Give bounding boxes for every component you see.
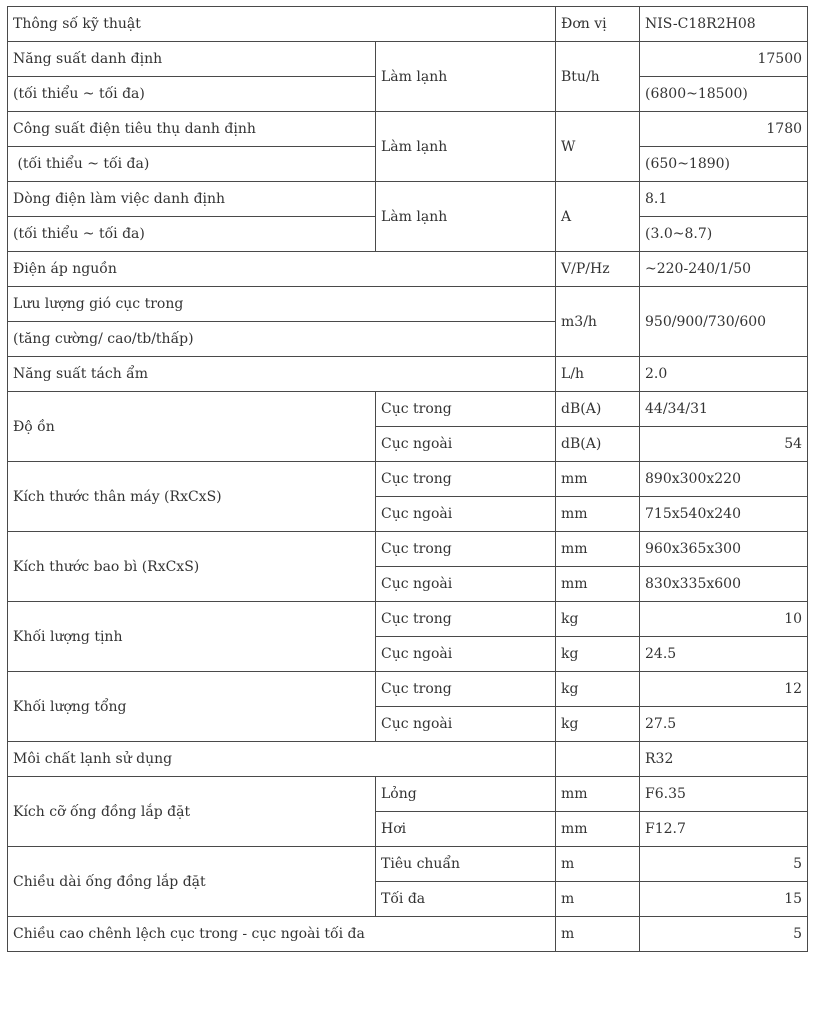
row-value: 44/34/31 xyxy=(640,392,808,427)
row-part: Hơi xyxy=(376,812,556,847)
row-value: 27.5 xyxy=(640,707,808,742)
row-range: (6800~18500) xyxy=(640,77,808,112)
row-value: 2.0 xyxy=(640,357,808,392)
row-value: 950/900/730/600 xyxy=(640,287,808,357)
row-label: Độ ồn xyxy=(8,392,376,462)
row-label: Môi chất lạnh sử dụng xyxy=(8,742,556,777)
row-unit: mm xyxy=(556,462,640,497)
row-part: Cục ngoài xyxy=(376,567,556,602)
row-label: Kích cỡ ống đồng lắp đặt xyxy=(8,777,376,847)
row-unit: dB(A) xyxy=(556,392,640,427)
row-part: Cục ngoài xyxy=(376,637,556,672)
row-unit: L/h xyxy=(556,357,640,392)
row-value: 960x365x300 xyxy=(640,532,808,567)
table-row xyxy=(8,532,808,567)
row-mode: Làm lạnh xyxy=(376,112,556,182)
row-unit: mm xyxy=(556,567,640,602)
table-row xyxy=(8,357,808,392)
row-unit: kg xyxy=(556,707,640,742)
row-unit: kg xyxy=(556,672,640,707)
row-unit xyxy=(556,742,640,777)
row-value: F12.7 xyxy=(640,812,808,847)
header-model: NIS-C18R2H08 xyxy=(640,7,808,42)
row-value: 15 xyxy=(640,882,808,917)
row-unit: W xyxy=(556,112,640,182)
row-label: Điện áp nguồn xyxy=(8,252,556,287)
table-row xyxy=(8,392,808,427)
row-mode: Làm lạnh xyxy=(376,182,556,252)
spec-table xyxy=(7,6,808,952)
row-label: Năng suất tách ẩm xyxy=(8,357,556,392)
row-unit: V/P/Hz xyxy=(556,252,640,287)
row-unit: kg xyxy=(556,602,640,637)
table-row xyxy=(8,777,808,812)
row-sublabel: (tối thiểu ~ tối đa) xyxy=(8,147,376,182)
row-mode: Làm lạnh xyxy=(376,42,556,112)
row-label: Kích thước bao bì (RxCxS) xyxy=(8,532,376,602)
row-unit: m xyxy=(556,882,640,917)
table-row xyxy=(8,847,808,882)
row-value: 1780 xyxy=(640,112,808,147)
row-range: (650~1890) xyxy=(640,147,808,182)
table-row xyxy=(8,42,808,77)
table-row xyxy=(8,672,808,707)
row-part: Cục ngoài xyxy=(376,497,556,532)
table-row xyxy=(8,252,808,287)
row-value: 17500 xyxy=(640,42,808,77)
row-label: Dòng điện làm việc danh định xyxy=(8,182,376,217)
row-label: Khối lượng tổng xyxy=(8,672,376,742)
row-part: Cục trong xyxy=(376,672,556,707)
row-value: 54 xyxy=(640,427,808,462)
row-unit: mm xyxy=(556,497,640,532)
row-sublabel: (tăng cường/ cao/tb/thấp) xyxy=(8,322,556,357)
row-label: Năng suất danh định xyxy=(8,42,376,77)
row-value: 10 xyxy=(640,602,808,637)
row-label: Công suất điện tiêu thụ danh định xyxy=(8,112,376,147)
row-part: Cục trong xyxy=(376,392,556,427)
row-value: F6.35 xyxy=(640,777,808,812)
row-unit: m3/h xyxy=(556,287,640,357)
row-part: Cục ngoài xyxy=(376,707,556,742)
row-part: Lỏng xyxy=(376,777,556,812)
table-row xyxy=(8,287,808,322)
row-label: Chiều dài ống đồng lắp đặt xyxy=(8,847,376,917)
header-spec: Thông số kỹ thuật xyxy=(8,7,556,42)
row-unit: mm xyxy=(556,812,640,847)
row-part: Cục trong xyxy=(376,462,556,497)
row-part: Tối đa xyxy=(376,882,556,917)
row-value: 5 xyxy=(640,847,808,882)
row-sublabel: (tối thiểu ~ tối đa) xyxy=(8,77,376,112)
row-unit: Btu/h xyxy=(556,42,640,112)
row-value: 5 xyxy=(640,917,808,952)
row-label: Lưu lượng gió cục trong xyxy=(8,287,556,322)
table-row xyxy=(8,742,808,777)
row-part: Cục trong xyxy=(376,532,556,567)
row-unit: mm xyxy=(556,532,640,567)
row-range: (3.0~8.7) xyxy=(640,217,808,252)
row-label: Kích thước thân máy (RxCxS) xyxy=(8,462,376,532)
row-value: R32 xyxy=(640,742,808,777)
row-part: Tiêu chuẩn xyxy=(376,847,556,882)
header-unit: Đơn vị xyxy=(556,7,640,42)
row-unit: A xyxy=(556,182,640,252)
row-label: Khối lượng tịnh xyxy=(8,602,376,672)
table-row xyxy=(8,917,808,952)
row-unit: dB(A) xyxy=(556,427,640,462)
table-row xyxy=(8,182,808,217)
row-value: 8.1 xyxy=(640,182,808,217)
row-value: 715x540x240 xyxy=(640,497,808,532)
row-label: Chiều cao chênh lệch cục trong - cục ngoài tối đa xyxy=(8,917,556,952)
row-value: 830x335x600 xyxy=(640,567,808,602)
row-value: ~220-240/1/50 xyxy=(640,252,808,287)
row-unit: m xyxy=(556,917,640,952)
table-row xyxy=(8,112,808,147)
row-part: Cục ngoài xyxy=(376,427,556,462)
row-value: 24.5 xyxy=(640,637,808,672)
row-unit: kg xyxy=(556,637,640,672)
row-value: 890x300x220 xyxy=(640,462,808,497)
row-part: Cục trong xyxy=(376,602,556,637)
row-value: 12 xyxy=(640,672,808,707)
table-row xyxy=(8,602,808,637)
row-sublabel: (tối thiểu ~ tối đa) xyxy=(8,217,376,252)
row-unit: mm xyxy=(556,777,640,812)
table-row xyxy=(8,462,808,497)
table-row xyxy=(8,7,808,42)
row-unit: m xyxy=(556,847,640,882)
